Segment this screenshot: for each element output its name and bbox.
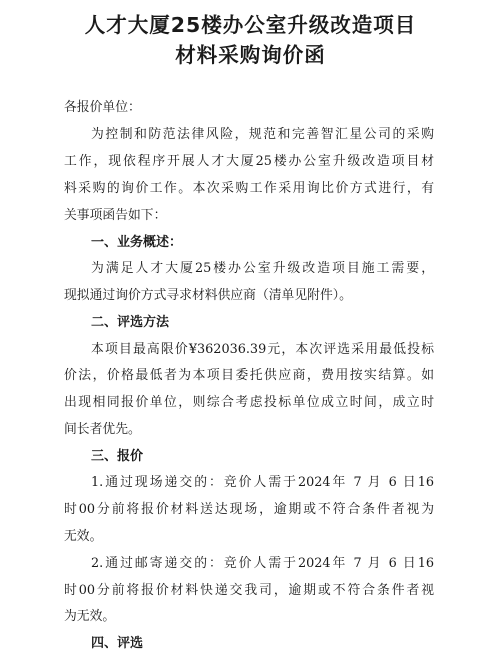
section-line: 现拟通过询价方式寻求材料供应商（清单见附件）。 (64, 288, 352, 303)
section-heading-selection: 四、评选 (91, 636, 144, 651)
section-heading-quotation: 三、报价 (91, 449, 144, 464)
quotation-item-1-line: 无效。 (64, 529, 103, 544)
section-line: 为满足人才大厦25楼办公室升级改造项目施工需要， (91, 261, 434, 276)
intro-line: 工作，现依程序开展人才大厦25楼办公室升级改造项目材 (64, 154, 434, 169)
quotation-item-2-line: 时00分前将报价材料快递交我司，逾期或不符合条件者视 (64, 583, 434, 598)
document-title-line-2: 材料采购询价函 (175, 43, 326, 67)
quotation-item-2-line: 2.通过邮寄递交的：竞价人需于2024年 7 月 6 日16 (91, 556, 434, 571)
section-heading-evaluation-method: 二、评选方法 (91, 315, 170, 330)
section-line: 本项目最高限价¥362036.39元，本次评选采用最低投标 (91, 342, 434, 357)
section-line: 间长者优先。 (64, 422, 141, 437)
intro-line: 为控制和防范法律风险，规范和完善智汇星公司的采购 (91, 127, 434, 142)
intro-line: 关事项函告如下： (64, 208, 167, 223)
section-line: 价法，价格最低者为本项目委托供应商，费用按实结算。如 (64, 368, 434, 383)
greeting: 各报价单位： (64, 100, 141, 115)
quotation-item-1-line: 1.通过现场递交的：竞价人需于2024年 7 月 6 日16 (91, 475, 434, 490)
section-heading-overview: 一、业务概述： (91, 235, 183, 250)
intro-line: 料采购的询价工作。本次采购工作采用询比价方式进行，有 (64, 181, 434, 196)
quotation-item-2-line: 为无效。 (64, 609, 116, 624)
quotation-item-1-line: 时00分前将报价材料送达现场，逾期或不符合条件者视为 (64, 502, 434, 517)
document-title-line-1: 人才大厦25楼办公室升级改造项目 (84, 13, 417, 37)
section-line: 出现相同报价单位，则综合考虑投标单位成立时间，成立时 (64, 395, 434, 410)
